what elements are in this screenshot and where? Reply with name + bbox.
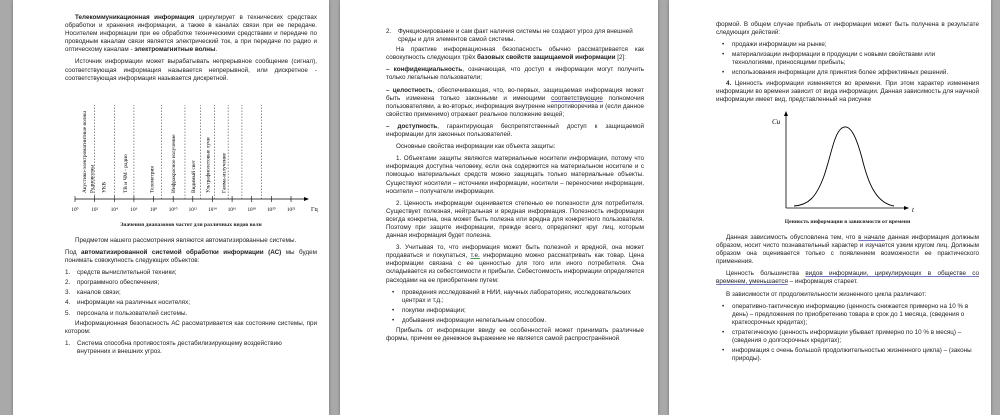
item-number: 3. xyxy=(396,244,405,252)
paragraph-base-properties xyxy=(386,46,644,62)
item-text: Учитывая то, что информация может быть полезной и вредной, она может продаваться и покупаться, xyxy=(386,244,644,260)
item-number: 3. xyxy=(65,289,71,297)
numbered-paragraph xyxy=(386,244,644,284)
spectrum-caption: Значения диапазонов частот для различных видов волн xyxy=(120,221,262,228)
band-label: Радиоволны xyxy=(89,164,96,193)
text: полномочия пользователями, а во-вторых, информация внутренне непротиворечива и (если данное свойство применимо) отражает реальное положение вещей; xyxy=(386,94,644,118)
item-text: оперативно-тактическую информацию (ценность снижается примерно на 10 % в день) – предложения по приобретению товара в срок до 1 месяца, (сведения о краткосрочных кредитах); xyxy=(732,302,969,326)
item-text: Ценность информации оценивается степенью ее полезности для потребителя. Существует полезная, нейтральная и вредная информация. Полезность информации всегда конкретна, она может быть полезна или вредна для конкретного пользователя. Поэтому при защите информации, прежде всего, определяют круг лиц, которым данная информация будет полезна. xyxy=(386,199,644,240)
item-number: 2. xyxy=(65,279,71,287)
term: – целостность xyxy=(386,86,433,94)
axis-tick-label: 10² xyxy=(91,206,99,213)
text: Данная зависимость обусловлена тем, что xyxy=(726,233,859,241)
bullet: • xyxy=(722,328,725,336)
band-label: Гамма-излучение xyxy=(221,152,228,193)
band-label: Ультрафиолетовые лучи xyxy=(205,137,212,193)
property-availability xyxy=(386,123,644,139)
bullet: • xyxy=(392,316,395,324)
paragraph-telecom-info xyxy=(65,14,317,54)
item-number: 4. xyxy=(726,79,735,87)
paragraph-aging xyxy=(716,270,979,286)
term: – конфиденциальность xyxy=(386,66,463,74)
item-text: программного обеспечения; xyxy=(77,279,160,287)
axis-tick-label: 10¹⁰ xyxy=(168,206,178,213)
y-axis-label: Cu xyxy=(772,117,781,126)
text: . xyxy=(215,46,218,54)
axis-tick-label: 10⁰ xyxy=(71,206,79,213)
list-item xyxy=(716,69,979,77)
item-text: продажи информации на рынке; xyxy=(732,41,827,49)
bullet: • xyxy=(722,41,725,49)
axis-tick-label: 10¹⁶ xyxy=(227,206,237,213)
property-confidentiality xyxy=(386,66,644,82)
paragraph-subject: Предметом нашего рассмотрения являются автоматизированные системы. xyxy=(75,236,297,244)
list-item xyxy=(386,307,644,315)
graph-axes xyxy=(784,111,909,210)
bullet: • xyxy=(722,347,725,355)
paragraph-source: Источник информации может вырабатывать непрерывное сообщение (сигнал), соответствующая информация называется непрерывной, или дискретное - соответствующая информация называется дискретной. xyxy=(65,58,317,82)
bullet: • xyxy=(722,302,725,310)
item-text: Система способна противостоять дестабилизирующему воздействию внутренних и внешних угроз. xyxy=(77,339,282,355)
list-item xyxy=(716,51,979,67)
document-page-2 xyxy=(340,0,658,415)
numbered-paragraph xyxy=(716,80,979,104)
text: , означающая, что доступ к информации могут получить только легальные пользователи; xyxy=(386,66,644,82)
band-label: Видимый свет xyxy=(190,159,197,193)
paragraph-dependency xyxy=(716,234,979,266)
item-text: стратегическую (ценность информации убывает примерно по 10 % в месяц) – (сведения о долгосрочных кредитах); xyxy=(732,328,962,344)
item-text: персонала и пользователей системы. xyxy=(77,309,188,317)
text: – информация стареет. xyxy=(787,278,858,286)
list-item xyxy=(65,310,317,318)
list-item xyxy=(716,303,979,327)
item-number: 5. xyxy=(65,309,71,317)
text: в начале xyxy=(858,233,885,241)
text: Ценность большинства xyxy=(726,270,806,278)
item-number: 1. xyxy=(396,155,404,163)
y-axis-arrow-icon xyxy=(784,111,788,116)
item-text: материализации информации в продукции с новыми свойствами или технологиями, приносящими прибыль; xyxy=(732,51,936,67)
band-label: ТВ и ЧМ - радио xyxy=(123,154,130,193)
item-text: каналов связи; xyxy=(77,289,121,297)
document-page-3 xyxy=(669,0,991,415)
list-item xyxy=(65,289,317,297)
band-label: Инфракрасное излучение xyxy=(171,134,178,193)
bullet: • xyxy=(392,306,395,314)
term: – доступность xyxy=(386,122,438,130)
item-text: информация с очень большой продолжительностью жизненного цикла) – (законы природы). xyxy=(732,347,972,363)
text: , гарантирующая беспрепятственный доступ к защищаемой информации для законных пользователей. xyxy=(386,122,644,139)
text: На практике информационная безопасность обычно рассматривается как совокупность следующих трёх xyxy=(386,46,644,62)
graph-svg xyxy=(716,108,979,214)
text: данная информация должным образом, носит чисто познавательный характер и изучается узким кругом лиц. Должным образом она оценивается только с появлением возможности ее практического применения. xyxy=(716,233,979,266)
term-base-properties: базовых свойств защищаемой информации xyxy=(477,54,616,62)
text: информацию можно рассматривать как товар. Цена информации связана с ее ценностью для того или иного потребителя. Она складывается из себестоимости и прибыли. Себестоимость информации определяется расходами на ее приобретение путем: xyxy=(386,252,644,284)
list-item xyxy=(386,289,644,305)
term-telecom-info: Телекоммуникационная информация xyxy=(75,14,195,21)
term-em-waves: электромагнитные волны xyxy=(134,46,216,54)
item-text: Функционирование и сам факт наличия системы не создают угроз для внешней среды и для элементов самой системы. xyxy=(398,28,633,44)
axis-tick-label: 10⁸ xyxy=(150,206,158,213)
text: [2]: xyxy=(615,54,627,62)
text: соответствующие xyxy=(551,94,603,102)
axis-tick-label: 10²⁰ xyxy=(266,206,276,213)
paragraph-as-definition xyxy=(65,249,317,265)
list-item xyxy=(716,347,979,363)
item-text: Ценность информации изменяется во времени. При этом характер изменения информации во времени зависит от вида информации. Данная зависимость для научной информации имеет вид, представленный на рисунке xyxy=(716,79,979,103)
item-text: информации на различных носителях; xyxy=(77,299,190,307)
text: видов информации, циркулирующих в обществе со временем, уменьшается xyxy=(716,270,979,286)
paragraph-infosec: Информационная безопасность АС рассматривается как состояние системы, при котором: xyxy=(65,319,317,335)
spectrum-diagram xyxy=(65,87,317,219)
axis-tick-label: 10¹² xyxy=(188,206,197,213)
list-item xyxy=(386,28,644,44)
item-text: проведения исследований в НИИ, научных лабораториях, исследовательских центрах и т.д.; xyxy=(402,288,631,304)
axis-tick-label: 10²² xyxy=(286,206,296,213)
bullet: • xyxy=(722,51,725,59)
text: циркулирует в технических средствах обработки и хранения информации, а также в каналах связи при ее передаче. Носителем информации при ее обработке техническими средствами и передаче по проводным каналам связи является электрический ток, а при передаче по радио и оптическому каналам - xyxy=(65,14,317,54)
item-number: 4. xyxy=(65,299,71,307)
as-components-list xyxy=(65,269,317,317)
text: Под xyxy=(65,248,82,256)
text: , обеспечивающая, что, во-первых, защищаемая информация может быть изменена только законными и имеющими xyxy=(386,86,644,102)
numbered-paragraph xyxy=(386,155,644,195)
spectrum-svg xyxy=(65,87,317,219)
x-axis-arrow-icon xyxy=(904,206,909,210)
axis-tick-label: 10¹⁴ xyxy=(208,206,217,213)
item-text: Объектами защиты являются материальные носители информации, потому что информация доступна человеку, если она содержится на материальном носителе и с помощью материальных средств можно защищать только материальные объекты. Существуют носители – источники информации, носители – переносчики информации, носители – получатели информации. xyxy=(386,155,644,195)
list-item xyxy=(716,41,979,49)
item-text: добывания информации нелегальным способом. xyxy=(402,316,547,324)
graph-caption: Ценность информации в зависимости от времени xyxy=(784,218,911,225)
band-label: УКВ xyxy=(101,181,108,193)
list-item xyxy=(716,329,979,345)
term-as: автоматизированной системой обработки информации (АС) xyxy=(81,248,282,256)
list-item xyxy=(65,269,317,277)
x-axis-label: t xyxy=(912,205,914,214)
paragraph-profit: Прибыль от информации ввиду ее особенностей может принимать различные формы, причем ее денежное выражение не является самой распространённой xyxy=(386,327,644,343)
value-over-time-graph xyxy=(716,108,979,214)
axis-tick-label: 10¹⁸ xyxy=(247,206,257,213)
list-item xyxy=(65,340,317,356)
list-item xyxy=(65,279,317,287)
document-page-1 xyxy=(13,0,329,415)
frequency-axis-arrow-icon xyxy=(304,197,309,201)
numbered-paragraph xyxy=(386,200,644,240)
paragraph-lifecycle: В зависимости от продолжительности жизненного цикла различают: xyxy=(726,290,927,298)
text: т.е. xyxy=(470,252,480,260)
bullet: • xyxy=(392,288,395,296)
item-number: 1. xyxy=(65,269,71,277)
item-text: использования информации для принятия более эффективных решений. xyxy=(732,69,949,77)
list-item xyxy=(65,299,317,307)
value-curve xyxy=(794,127,894,206)
item-text: средств вычислительной техники; xyxy=(77,269,177,277)
paragraph-profit-continued: формой. В общем случае прибыль от информации может быть получена в результате следующих действий: xyxy=(716,21,979,37)
item-number: 2. xyxy=(396,199,405,207)
item-number: 2. xyxy=(386,28,392,35)
bullet: • xyxy=(722,69,725,77)
text: мы будем понимать совокупность следующих объектов: xyxy=(65,248,317,265)
axis-tick-label: 10⁴ xyxy=(110,206,118,213)
band-label: Телеметрия xyxy=(149,165,156,193)
frequency-unit: Гц xyxy=(311,206,318,213)
item-number: 1. xyxy=(65,339,71,347)
list-item xyxy=(386,317,644,325)
item-text: покупки информации; xyxy=(402,306,466,314)
band-label: Акустико-электромагнитные волны xyxy=(81,110,88,193)
property-integrity xyxy=(386,87,644,119)
heading-properties: Основные свойства информации как объекта защиты: xyxy=(396,143,556,151)
axis-tick-label: 10⁶ xyxy=(130,206,138,213)
